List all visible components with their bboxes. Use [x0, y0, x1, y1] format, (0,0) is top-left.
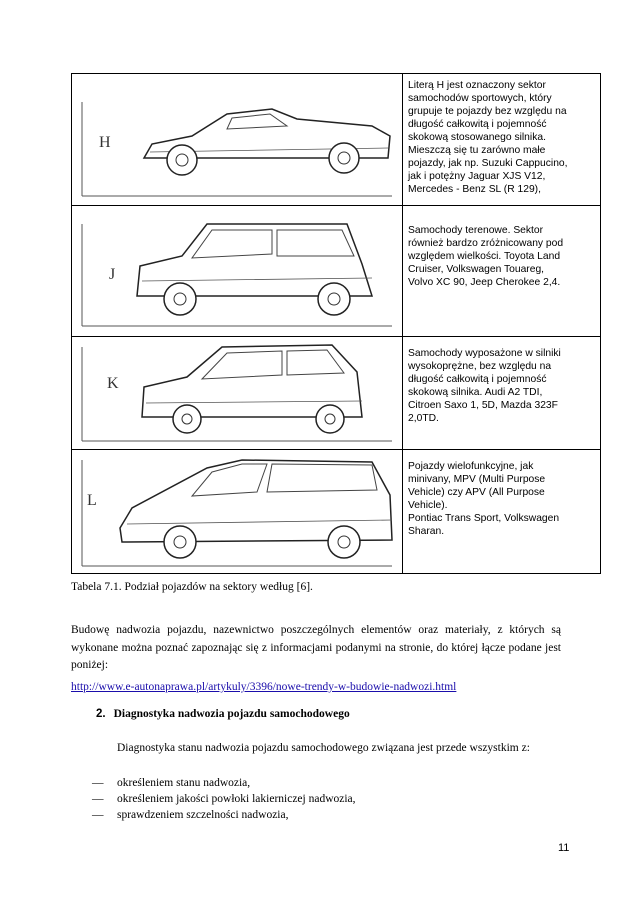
table-row-j — [72, 206, 601, 337]
list-marker: — — [92, 809, 104, 821]
table-row-k — [72, 337, 601, 450]
sector-letter: K — [107, 375, 119, 392]
sector-description: Pojazdy wielofunkcyjne, jak minivany, MPV (Multi Purpose Vehicle) czy APV (All Purpose Vehicle). Pontiac Trans Sport, Volkswagen Sharan. — [408, 461, 560, 537]
list-item: — sprawdzeniem szczelności nadwozia, — [92, 809, 289, 821]
sector-description: Literą H jest oznaczony sektor samochodów sportowych, który grupuje te pojazdy bez względu na długość całkowitą i pojemność skokową stosowanego silnika. Mieszczą się tu zarówno małe pojazdy, jak np. Suzuki Cappucino, jak i potężny Jaguar XJS V12, Mercedes - Benz SL (R 129), — [408, 80, 568, 195]
hatchback-illustration — [72, 337, 402, 450]
intro-paragraph: Diagnostyka stanu nadwozia pojazdu samochodowego związana jest przede wszystkim z: — [117, 742, 530, 754]
sector-letter: L — [87, 492, 97, 509]
body-paragraph: Budowę nadwozia pojazdu, nazewnictwo poszczególnych elementów oraz materiały, z których są wykonane można poznać zapoznając się z informacjami podanymi na stronie, do której łącze podane jest poniżej: — [71, 624, 561, 671]
car-illustration-cell — [72, 74, 403, 206]
suv-illustration — [72, 206, 402, 337]
list-marker: — — [92, 793, 104, 805]
car-illustration-cell — [72, 337, 403, 450]
section-title: Diagnostyka nadwozia pojazdu samochodowego — [113, 708, 350, 720]
car-illustration-cell — [72, 450, 403, 574]
section-heading — [96, 708, 350, 720]
sector-description-cell — [403, 206, 601, 337]
page-number: 11 — [558, 842, 570, 854]
vehicle-sectors-table — [71, 73, 601, 574]
section-number: 2. — [96, 708, 106, 720]
table-row-h — [72, 74, 601, 206]
sector-description-cell — [403, 337, 601, 450]
reference-link[interactable]: http://www.e-autonaprawa.pl/artykuly/3396/nowe-trendy-w-budowie-nadwozi.html — [71, 681, 457, 693]
sector-description-cell — [403, 74, 601, 206]
table-caption: Tabela 7.1. Podział pojazdów na sektory według [6]. — [71, 581, 313, 593]
sector-description: Samochody terenowe. Sektor również bardzo zróżnicowany pod względem wielkości. Toyota Land Cruiser, Volkswagen Touareg, Volvo XC 90, Jeep Cherokee 2,4. — [408, 225, 564, 288]
list-item: — określeniem jakości powłoki lakierniczej nadwozia, — [92, 793, 356, 805]
sector-description: Samochody wyposażone w silniki wysokoprężne, bez względu na długość całkowitą i pojemność skokową silnika. Audi A2 TDI, Citroen Saxo 1, 5D, Mazda 323F 2,0TD. — [408, 348, 561, 424]
sports-car-illustration — [72, 74, 402, 206]
diagnostics-list — [92, 775, 356, 823]
list-marker: — — [92, 777, 104, 789]
car-illustration-cell — [72, 206, 403, 337]
sector-letter: J — [109, 266, 116, 283]
table-row-l — [72, 450, 601, 574]
minivan-illustration — [72, 450, 402, 574]
list-item: — określeniem stanu nadwozia, — [92, 777, 251, 789]
sector-description-cell — [403, 450, 601, 574]
sector-letter: H — [99, 134, 111, 151]
